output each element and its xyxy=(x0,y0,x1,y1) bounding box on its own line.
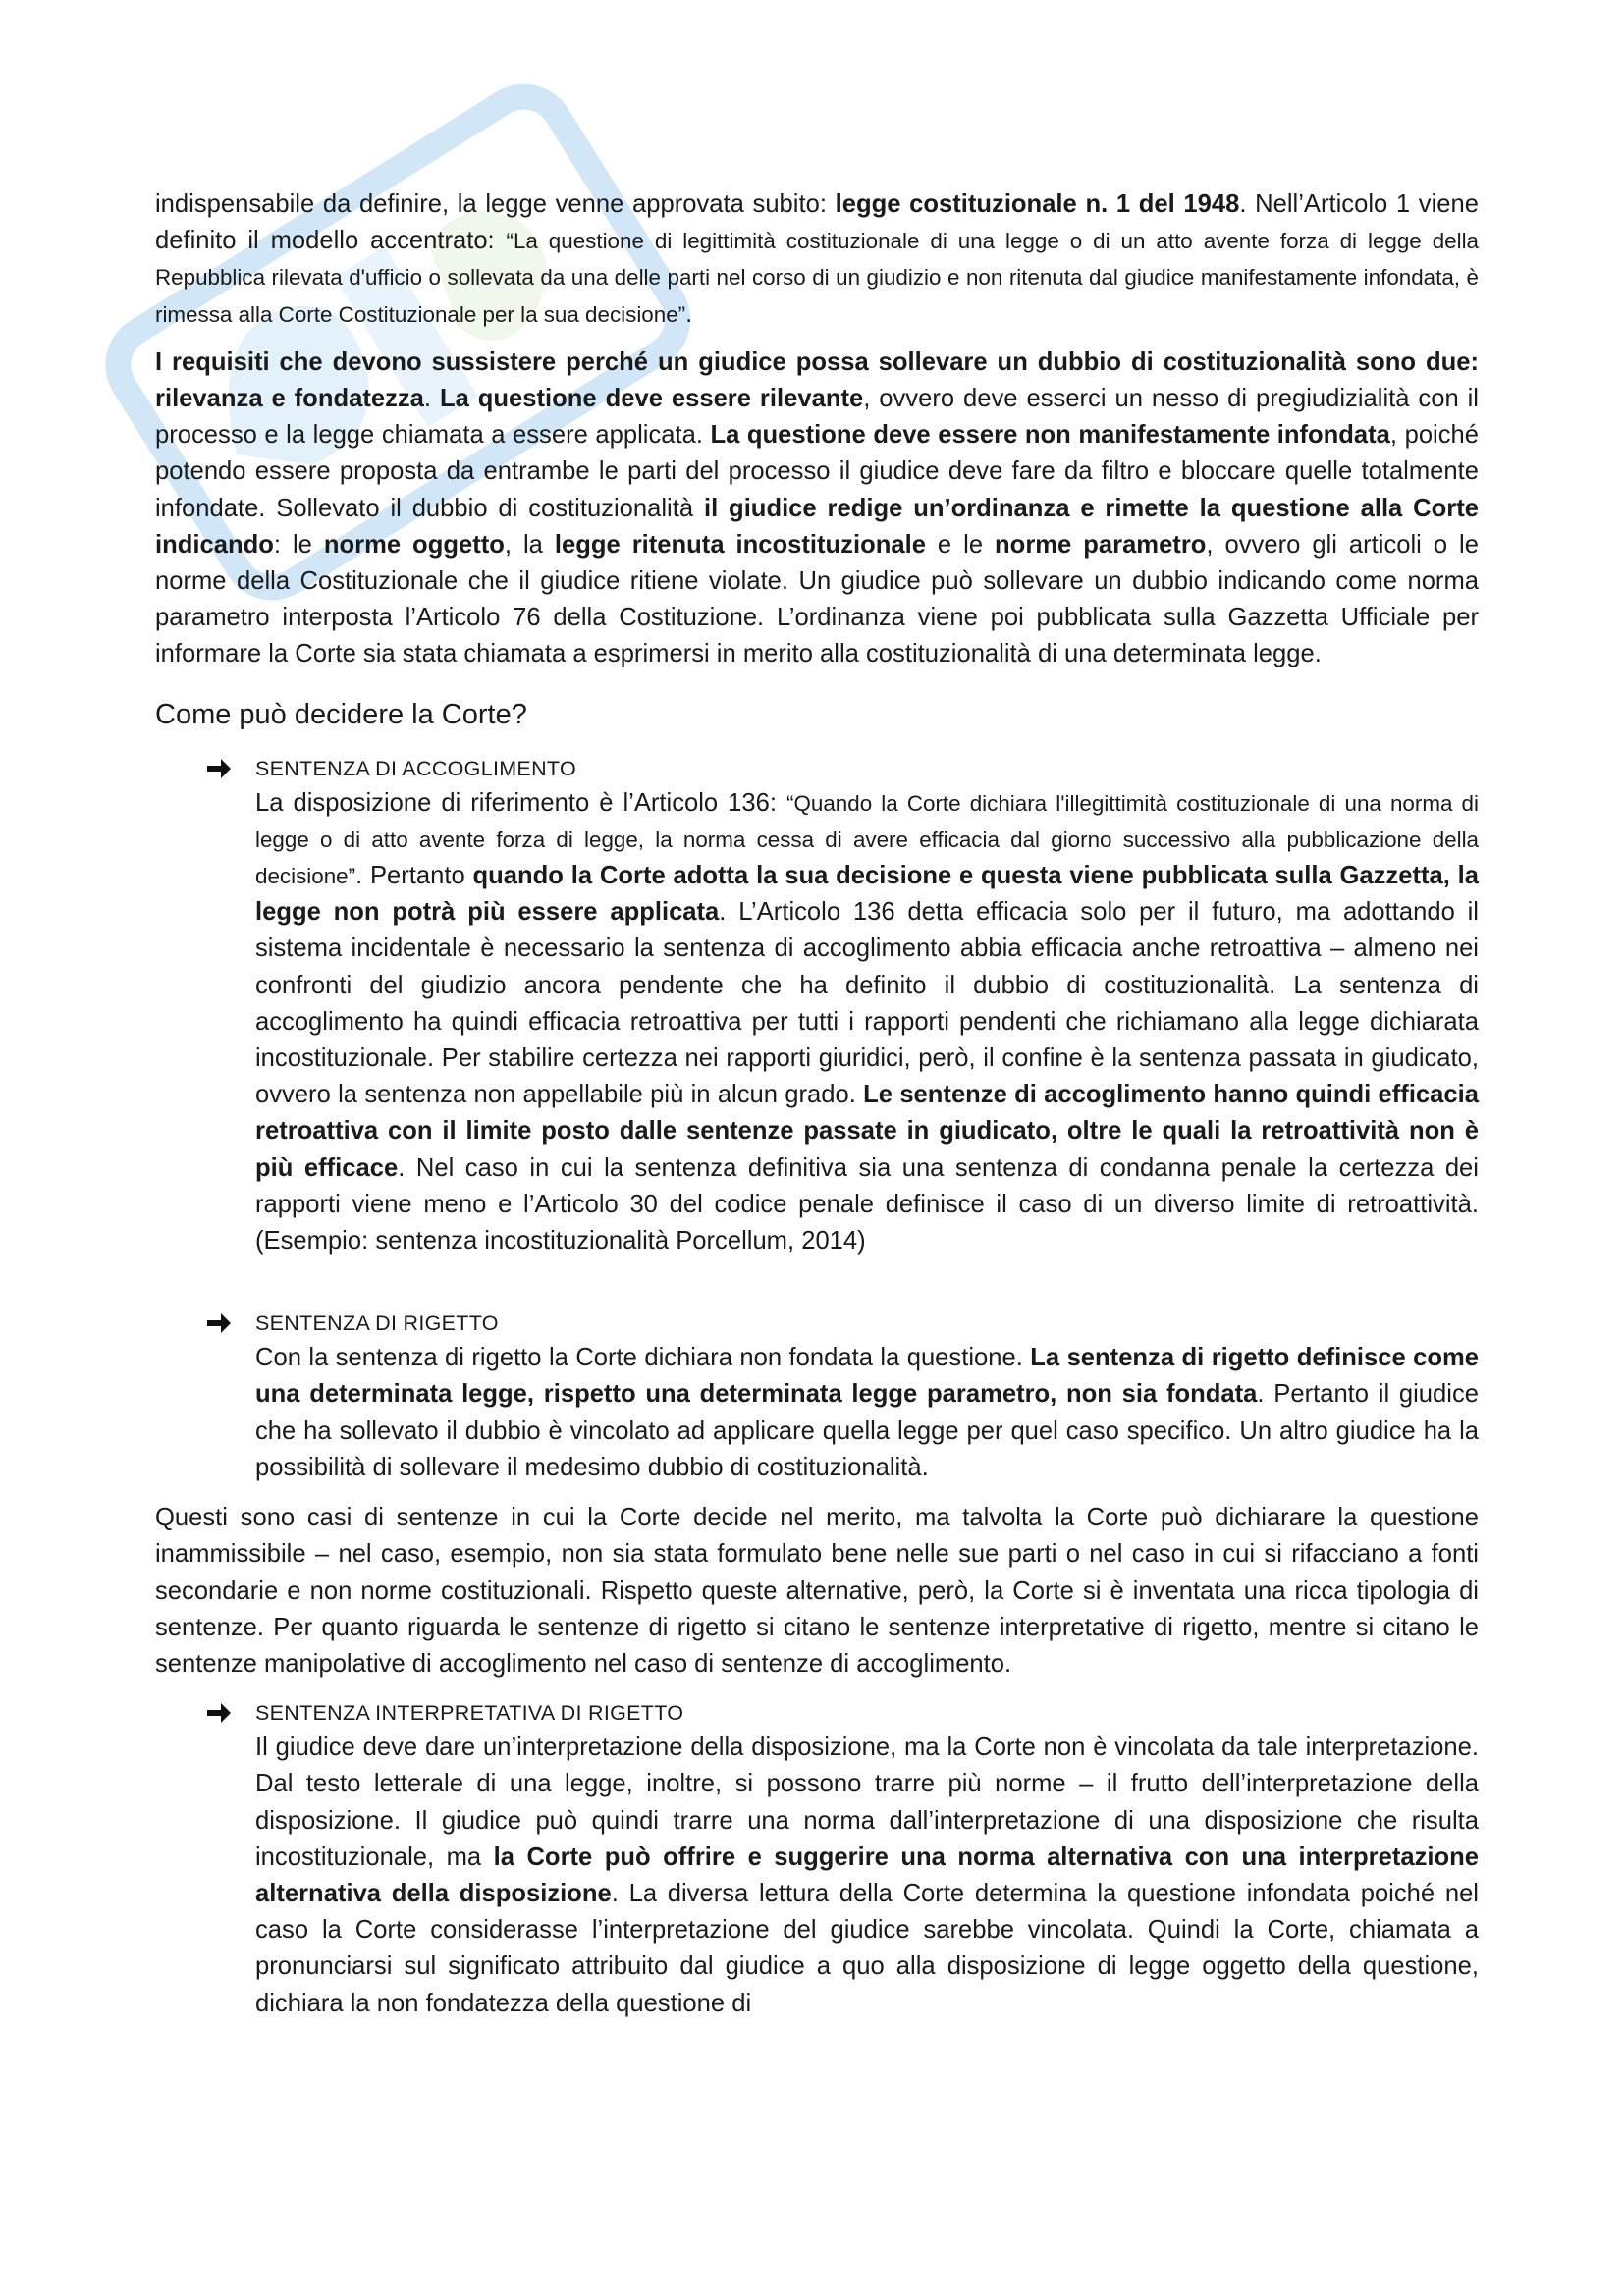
paragraph-requisiti: I requisiti che devono sussistere perché un giudice possa sollevare un dubbio di costituzionalità sono due: rilevanza e fondatezza. La questione deve essere rilevante, ovvero deve esserci un nesso di pregiudizialità con il processo e la legge chiamata a essere applicata. La questione deve essere non manifestamente infondata, poiché potendo essere proposta da entrambe le parti del processo il giudice deve fare da filtro e bloccare quelle totalmente infondate. Sollevato il dubbio di costituzionalità il giudice redige un’ordinanza e rimette la questione alla Corte indicando: le norme oggetto, la legge ritenuta incostituzionale e le norme parametro, ovvero gli articoli o le norme della Costituzionale che il giudice ritiene violate. Un giudice può sollevare un dubbio indicando come norma parametro interposta l’Articolo 76 della Costituzione. L’ordinanza viene poi pubblicata sulla Gazzetta Ufficiale per informare la Corte sia stata chiamata a esprimersi in merito alla costituzionalità di una determinata legge. xyxy=(155,347,1480,668)
item-title: SENTENZA DI ACCOGLIMENTO xyxy=(255,756,576,780)
arrow-right-icon xyxy=(204,1308,234,1338)
list-item-accoglimento xyxy=(155,752,1479,1260)
item-title: SENTENZA DI RIGETTO xyxy=(255,1311,499,1336)
section-heading: Come può decidere la Corte? xyxy=(155,698,527,730)
list-item-interpretativa xyxy=(155,1696,1479,2022)
arrow-right-icon xyxy=(204,1698,234,1728)
quote-articolo-1: “La questione di legittimità costituzionale di una legge o di un atto avente forza di legge della Repubblica rilevata d'ufficio o sollevata da una delle parti nel corso di un giudizio e non ritenuta dal giudice manifestamente infondata, è rimessa alla Corte Costituzionale per la sua decisione” xyxy=(155,229,1480,327)
paragraph-tipologie-sentenze: Questi sono casi di sentenze in cui la Corte decide nel merito, ma talvolta la Corte può dichiarare la questione inammissibile – nel caso, esempio, non sia stata formulato bene nelle sue parti o nel caso in cui si rifacciano a fonti secondarie e non norme costituzionali. Rispetto queste alternative, però, la Corte si è inventata una ricca tipologia di sentenze. Per quanto riguarda le sentenze di rigetto si citano le sentenze interpretative di rigetto, mentre si citano le sentenze manipolative di accoglimento nel caso di sentenze di accoglimento. xyxy=(155,1504,1479,1678)
paragraph-legge-costituzionale: indispensabile da definire, la legge venne approvata subito: legge costituzionale n. 1 del 1948. Nell’Articolo 1 viene definito il modello accentrato: “La questione di legittimità costituzionale di una legge o di un atto avente forza di legge della Repubblica rilevata d'ufficio o sollevata da una delle parti nel corso di un giudizio e non ritenuta dal giudice manifestamente infondata, è rimessa alla Corte Costituzionale per la sua decisione”. xyxy=(155,190,1480,328)
item-text: Con la sentenza di rigetto la Corte dichiara non fondata la questione. La sentenza di rigetto definisce come una determinata legge, rispetto una determinata legge parametro, non sia fondata. Pertanto il giudice che ha sollevato il dubbio è vincolato ad applicare quella legge per quel caso specifico. Un altro giudice ha la possibilità di sollevare il medesimo dubbio di costituzionalità. xyxy=(255,1344,1479,1481)
item-text: La disposizione di riferimento è l’Articolo 136: “Quando la Corte dichiara l'illegittimità costituzionale di una norma di legge o di atto avente forza di legge, la norma cessa di avere efficacia dal giorno successivo alla pubblicazione della decisione”. Pertanto quando la Corte adotta la sua decisione e questa viene pubblicata sulla Gazzetta, la legge non potrà più essere applicata. L’Articolo 136 detta efficacia solo per il futuro, ma adottando il sistema incidentale è necessario la sentenza di accoglimento abbia efficacia anche retroattiva – almeno nei confronti del giudizio ancora pendente che ha definito il dubbio di costituzionalità. La sentenza di accoglimento ha quindi efficacia retroattiva per tutti i rapporti pendenti che richiamano alla legge dichiarata incostituzionale. Per stabilire certezza nei rapporti giuridici, però, il confine è la sentenza passata in giudicato, ovvero la sentenza non appellabile più in alcun grado. Le sentenze di accoglimento hanno quindi efficacia retroattiva con il limite posto dalle sentenze passate in giudicato, oltre le quali la retroattività non è più efficace. Nel caso in cui la sentenza definitiva sia una sentenza di condanna penale la certezza dei rapporti viene meno e l’Articolo 30 del codice penale definisce il caso di un diverso limite di retroattività. (Esempio: sentenza incostituzionalità Porcellum, 2014) xyxy=(255,788,1479,1255)
document-body xyxy=(155,187,1479,2036)
item-text: Il giudice deve dare un’interpretazione della disposizione, ma la Corte non è vincolata da tale interpretazione. Dal testo letterale di una legge, inoltre, si possono trarre più norme – il frutto dell’interpretazione della disposizione. Il giudice può quindi trarre una norma dall’interpretazione di una disposizione che risulta incostituzionale, ma la Corte può offrire e suggerire una norma alternativa con una interpretazione alternativa della disposizione. La diversa lettura della Corte determina la questione infondata poiché nel caso la Corte considerasse l’interpretazione del giudice sarebbe vincolata. Quindi la Corte, chiamata a pronunciarsi sul significato attribuito dal giudice a quo alla disposizione di legge oggetto della questione, dichiara la non fondatezza della questione di xyxy=(255,1734,1479,2017)
arrow-right-icon xyxy=(204,754,234,783)
item-title: SENTENZA INTERPRETATIVA DI RIGETTO xyxy=(255,1701,684,1726)
quote-articolo-136: “Quando la Corte dichiara l'illegittimità costituzionale di una norma di legge o di atto avente forza di legge, la norma cessa di avere efficacia dal giorno successivo alla pubblicazione della decisione” xyxy=(255,790,1479,889)
list-item-rigetto xyxy=(155,1307,1479,1486)
